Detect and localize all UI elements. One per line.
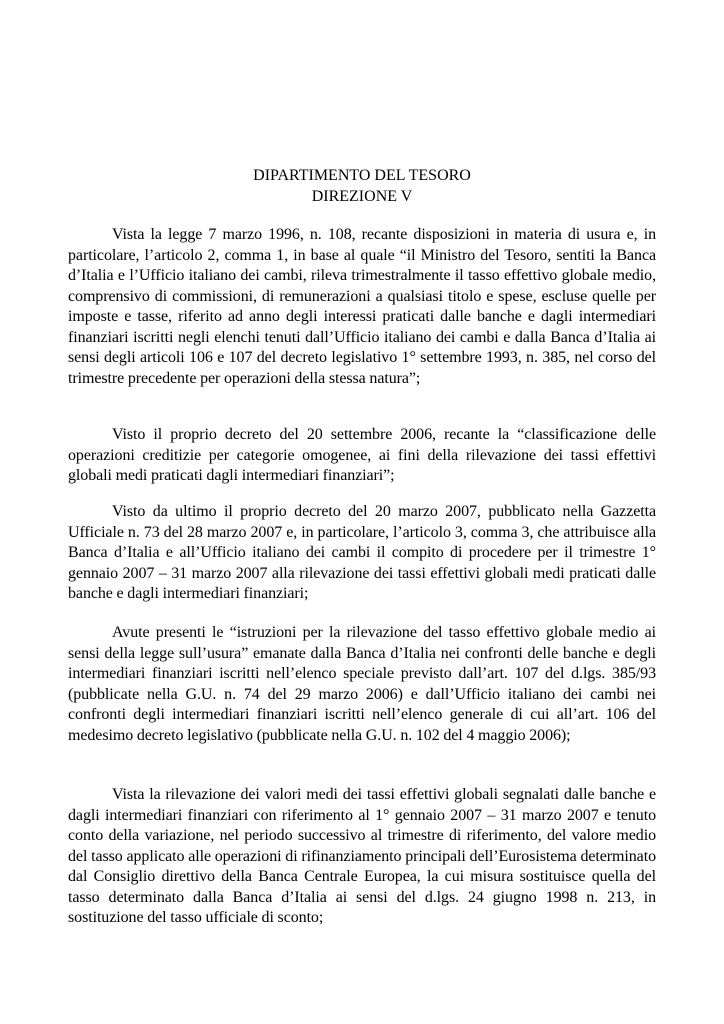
paragraph-istruzioni-rilevazione: Avute presenti le “istruzioni per la rilevazione del tasso effettivo globale medio ai sensi della legge sull’usura” emanate dalla Banca d’Italia nei confronti delle banche e degli intermediari finanziari iscritti nell’elenco speciale previsto dall’art. 107 del d.lgs. 385/93 (pubblicate nella G.U. n. 74 del 29 marzo 2006) e dall’Ufficio italiano dei cambi nei confronti degli intermediari finanziari iscritti nell’elenco generale di cui all’art. 106 del medesimo decreto legislativo (pubblicate nella G.U. n. 102 del 4 maggio 2006); — [68, 624, 656, 744]
paragraph-rilevazione-valori-medi: Vista la rilevazione dei valori medi dei tassi effettivi globali segnalati dalle banche e dagli intermediari finanziari con riferimento al 1° gennaio 2007 – 31 marzo 2007 e tenuto conto della variazione, nel periodo successivo al trimestre di riferimento, del valore medio del tasso applicato alle operazioni di rifinanziamento principali dell’Eurosistema determinato dal Consiglio direttivo della Banca Centrale Europea, la cui misura sostituisce quella del tasso determinato dalla Banca d’Italia ai sensi del d.lgs. 24 giugno 1998 n. 213, in sostituzione del tasso ufficiale di sconto; — [68, 786, 656, 926]
paragraph-legge-108: Vista la legge 7 marzo 1996, n. 108, recante disposizioni in materia di usura e, in particolare, l’articolo 2, comma 1, in base al quale “il Ministro del Tesoro, sentiti la Banca d’Italia e l’Ufficio italiano dei cambi, rileva trimestralmente il tasso effettivo globale medio, comprensivo di commissioni, di remunerazioni a qualsiasi titolo e spese, escluse quelle per imposte e tasse, riferito ad anno degli interessi praticati dalle banche e dagli intermediari finanziari iscritti negli elenchi tenuti dall’Ufficio italiano dei cambi e dalla Banca d’Italia ai sensi degli articoli 106 e 107 del decreto legislativo 1° settembre 1993, n. 385, nel corso del trimestre precedente per operazioni della stessa natura”; — [68, 226, 656, 387]
paragraph-decreto-settembre-2006: Visto il proprio decreto del 20 settembre 2006, recante la “classificazione delle operazioni creditizie per categorie omogenee, ai fini della rilevazione dei tassi effettivi globali medi praticati dagli intermediari finanziari”; — [68, 426, 656, 484]
directorate-heading: DIREZIONE V — [311, 188, 413, 205]
paragraph-decreto-marzo-2007: Visto da ultimo il proprio decreto del 20 marzo 2007, pubblicato nella Gazzetta Ufficiale n. 73 del 28 marzo 2007 e, in particolare, l’articolo 3, comma 3, che attribuisce alla Banca d’Italia e all’Ufficio italiano dei cambi il compito di procedere per il trimestre 1° gennaio 2007 – 31 marzo 2007 alla rilevazione dei tassi effettivi globali medi praticati dalle banche e dagli intermediari finanziari; — [68, 503, 656, 602]
department-heading: DIPARTIMENTO DEL TESORO — [253, 167, 471, 184]
